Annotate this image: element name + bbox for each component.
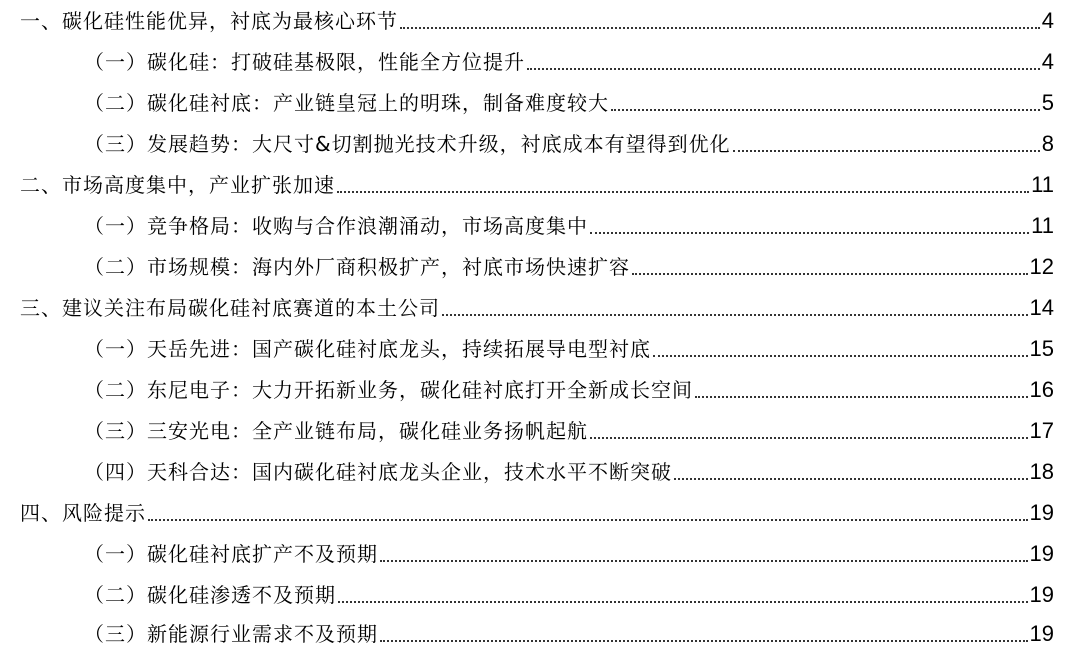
toc-entry[interactable]	[20, 0, 1054, 41]
toc-entry[interactable]	[84, 41, 1054, 82]
toc-entry-title: （二）碳化硅渗透不及预期	[84, 582, 336, 607]
toc-entry[interactable]	[84, 328, 1054, 369]
toc-page-number: 19	[1029, 581, 1054, 607]
toc-dot-leader	[632, 273, 1028, 275]
toc-dot-leader	[380, 560, 1028, 562]
toc-dot-leader	[590, 232, 1029, 234]
toc-entry-title: （四）天科合达：国内碳化硅衬底龙头企业，技术水平不断突破	[84, 459, 672, 484]
toc-dot-leader	[527, 68, 1040, 70]
toc-page-number: 18	[1029, 458, 1054, 484]
toc-page-number: 11	[1031, 171, 1054, 197]
toc-entry-title: （一）竞争格局：收购与合作浪潮涌动，市场高度集中	[84, 213, 588, 238]
toc-entry[interactable]	[84, 613, 1054, 654]
toc-entry[interactable]	[84, 82, 1054, 123]
toc-entry[interactable]	[84, 123, 1054, 164]
toc-entry[interactable]	[84, 246, 1054, 287]
toc-entry-title: （一）天岳先进：国产碳化硅衬底龙头，持续拓展导电型衬底	[84, 336, 651, 361]
toc-page-number: 15	[1029, 335, 1054, 361]
toc-page-number: 4	[1041, 7, 1054, 33]
toc-entry-title: （二）碳化硅衬底：产业链皇冠上的明珠，制备难度较大	[84, 90, 609, 115]
toc-page-number: 16	[1029, 376, 1054, 402]
toc-entry[interactable]	[20, 287, 1054, 328]
toc-dot-leader	[380, 640, 1028, 642]
toc-entry-title: （三）发展趋势：大尺寸&切割抛光技术升级，衬底成本有望得到优化	[84, 131, 731, 156]
toc-entry[interactable]	[84, 574, 1054, 615]
toc-page-number: 4	[1041, 48, 1054, 74]
toc-page-number: 19	[1029, 499, 1054, 525]
toc-entry[interactable]	[84, 451, 1054, 492]
toc-entry-title: （三）新能源行业需求不及预期	[84, 621, 378, 646]
toc-page-number: 19	[1029, 540, 1054, 566]
toc-dot-leader	[674, 478, 1028, 480]
toc-dot-leader	[338, 601, 1028, 603]
toc-entry[interactable]	[20, 164, 1054, 205]
toc-dot-leader	[337, 191, 1029, 193]
toc-dot-leader	[148, 519, 1028, 521]
toc-page-number: 14	[1029, 294, 1054, 320]
toc-entry-title: （二）市场规模：海内外厂商积极扩产，衬底市场快速扩容	[84, 254, 630, 279]
toc-page-number: 8	[1041, 130, 1054, 156]
toc-dot-leader	[400, 27, 1040, 29]
toc-page-number: 17	[1029, 417, 1054, 443]
toc-entry-title: （一）碳化硅衬底扩产不及预期	[84, 541, 378, 566]
toc-entry-title: （一）碳化硅：打破硅基极限，性能全方位提升	[84, 49, 525, 74]
toc-entry-title: （二）东尼电子：大力开拓新业务，碳化硅衬底打开全新成长空间	[84, 377, 693, 402]
toc-page-number: 11	[1031, 212, 1054, 238]
toc-dot-leader	[733, 150, 1040, 152]
toc-entry[interactable]	[84, 410, 1054, 451]
toc-dot-leader	[611, 109, 1040, 111]
toc-dot-leader	[590, 437, 1028, 439]
toc-dot-leader	[695, 396, 1028, 398]
toc-page-number: 12	[1029, 253, 1054, 279]
toc-entry[interactable]	[20, 492, 1054, 533]
toc-dot-leader	[442, 314, 1028, 316]
toc-entry[interactable]	[84, 533, 1054, 574]
toc-dot-leader	[653, 355, 1028, 357]
toc-page-number: 5	[1041, 89, 1054, 115]
toc-page-number: 19	[1029, 620, 1054, 646]
toc-entry-title: 四、风险提示	[20, 500, 146, 525]
toc-entry-title: 一、碳化硅性能优异，衬底为最核心环节	[20, 8, 398, 33]
toc-entry[interactable]	[84, 369, 1054, 410]
toc-entry[interactable]	[84, 205, 1054, 246]
toc-entry-title: 三、建议关注布局碳化硅衬底赛道的本土公司	[20, 295, 440, 320]
toc-entry-title: （三）三安光电：全产业链布局，碳化硅业务扬帆起航	[84, 418, 588, 443]
toc-entry-title: 二、市场高度集中，产业扩张加速	[20, 172, 335, 197]
